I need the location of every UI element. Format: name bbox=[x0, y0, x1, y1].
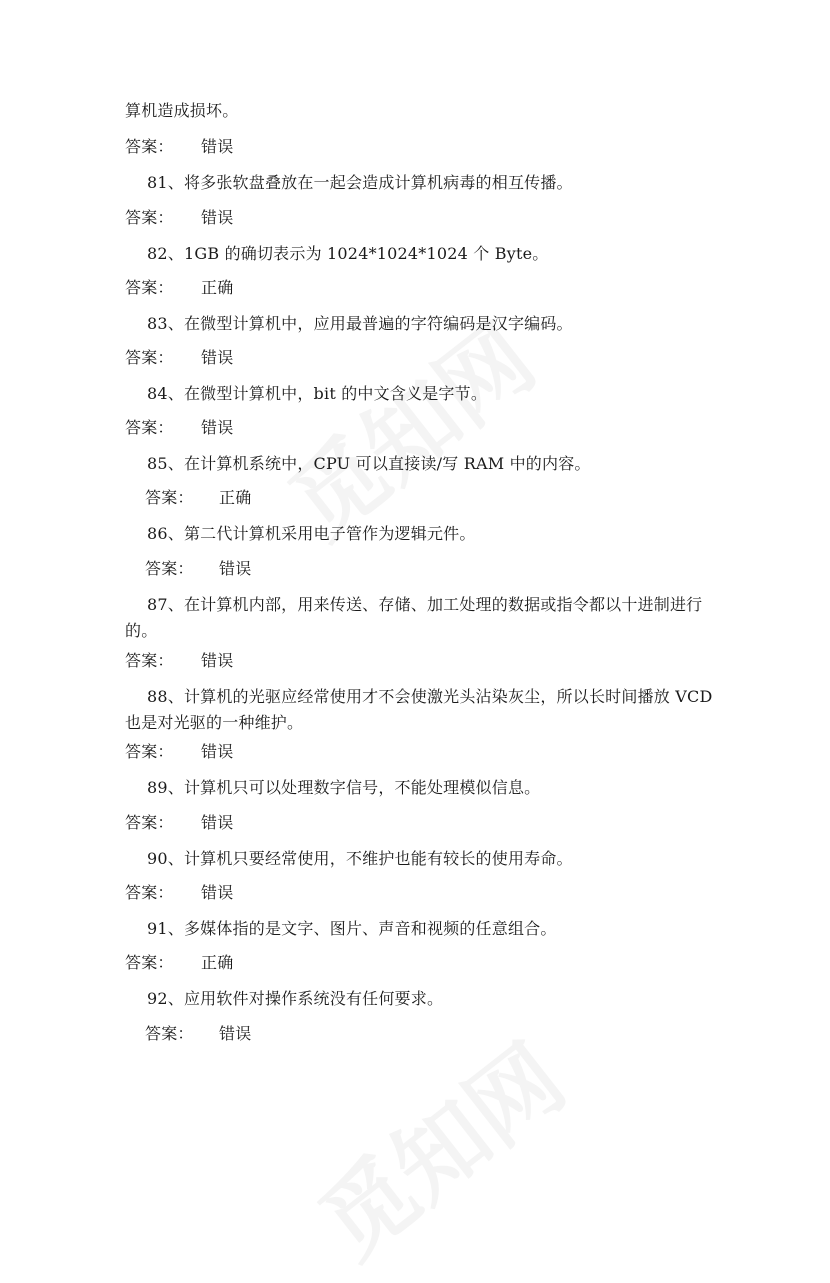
answer-label: 答案： bbox=[125, 742, 174, 761]
answer-value: 错误 bbox=[201, 883, 234, 902]
question-87: 87、在计算机内部，用来传送、存储、加工处理的数据或指令都以十进制进行的。 bbox=[125, 595, 703, 640]
answer-label: 答案： bbox=[125, 348, 174, 367]
answer-value: 错误 bbox=[201, 348, 234, 367]
answer-label: 答案： bbox=[145, 559, 194, 578]
answer-value: 错误 bbox=[201, 418, 234, 437]
answer-label: 答案： bbox=[125, 137, 174, 156]
answer-value: 错误 bbox=[219, 1024, 252, 1043]
answer-line bbox=[125, 810, 233, 836]
answer-value: 正确 bbox=[201, 953, 234, 972]
question-92: 92、应用软件对操作系统没有任何要求。 bbox=[147, 989, 444, 1008]
answer-line bbox=[125, 648, 233, 674]
answer-label: 答案： bbox=[125, 208, 174, 227]
answer-line bbox=[125, 950, 233, 976]
answer-value: 正确 bbox=[201, 278, 234, 297]
answer-label: 答案： bbox=[145, 488, 194, 507]
answer-line bbox=[125, 415, 233, 441]
answer-label: 答案： bbox=[125, 418, 174, 437]
watermark bbox=[289, 1009, 588, 1283]
answer-value: 错误 bbox=[201, 742, 234, 761]
answer-line bbox=[125, 880, 233, 906]
question-90: 90、计算机只要经常使用，不维护也能有较长的使用寿命。 bbox=[147, 849, 573, 868]
question-86: 86、第二代计算机采用电子管作为逻辑元件。 bbox=[147, 524, 476, 543]
question-85: 85、在计算机系统中，CPU 可以直接读/写 RAM 中的内容。 bbox=[147, 454, 591, 473]
question-83: 83、在微型计算机中，应用最普遍的字符编码是汉字编码。 bbox=[147, 314, 573, 333]
question-89: 89、计算机只可以处理数字信号，不能处理模似信息。 bbox=[147, 778, 541, 797]
answer-line bbox=[145, 485, 251, 511]
answer-value: 错误 bbox=[219, 559, 252, 578]
answer-label: 答案： bbox=[125, 883, 174, 902]
continuation-text: 算机造成损坏。 bbox=[125, 101, 239, 120]
answer-line bbox=[125, 134, 233, 160]
answer-line bbox=[125, 739, 233, 765]
answer-value: 错误 bbox=[201, 651, 234, 670]
answer-value: 错误 bbox=[201, 208, 234, 227]
answer-line bbox=[125, 205, 233, 231]
answer-value: 正确 bbox=[219, 488, 252, 507]
question-84: 84、在微型计算机中，bit 的中文含义是字节。 bbox=[147, 384, 488, 403]
answer-line bbox=[145, 1021, 251, 1047]
question-81: 81、将多张软盘叠放在一起会造成计算机病毒的相互传播。 bbox=[147, 173, 573, 192]
answer-line bbox=[125, 275, 233, 301]
answer-line bbox=[125, 345, 233, 371]
answer-label: 答案： bbox=[145, 1024, 194, 1043]
answer-label: 答案： bbox=[125, 813, 174, 832]
question-82: 82、1GB 的确切表示为 1024*1024*1024 个 Byte。 bbox=[147, 244, 549, 263]
answer-label: 答案： bbox=[125, 953, 174, 972]
answer-label: 答案： bbox=[125, 278, 174, 297]
answer-value: 错误 bbox=[201, 137, 234, 156]
question-91: 91、多媒体指的是文字、图片、声音和视频的任意组合。 bbox=[147, 919, 557, 938]
answer-line bbox=[145, 556, 251, 582]
question-88: 88、计算机的光驱应经常使用才不会使激光头沾染灰尘，所以长时间播放 VCD 也是对光驱的一种维护。 bbox=[125, 687, 713, 732]
answer-label: 答案： bbox=[125, 651, 174, 670]
answer-value: 错误 bbox=[201, 813, 234, 832]
